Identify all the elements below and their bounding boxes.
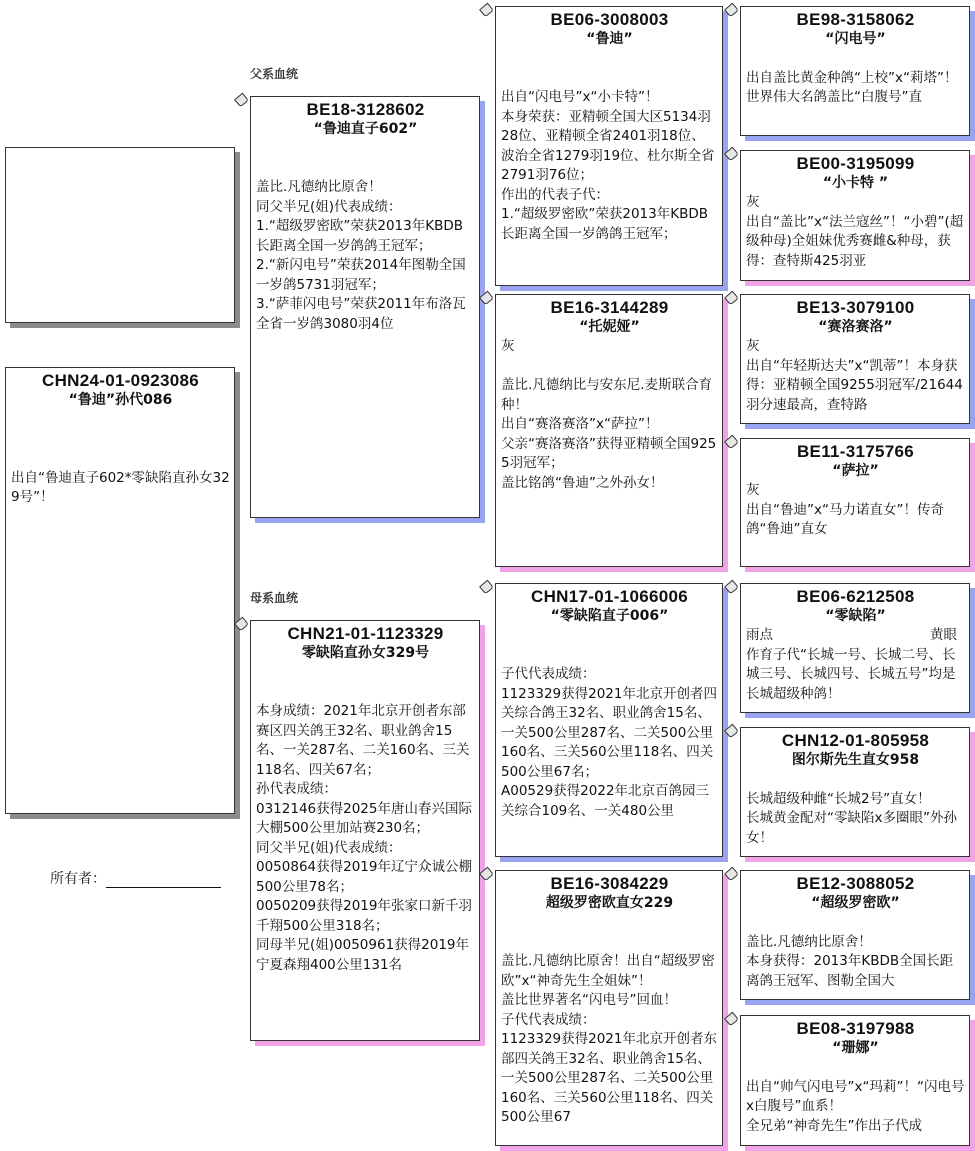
pigeon-name: “零缺陷直子006” [550,608,669,624]
pedigree-card-sss[interactable] [740,6,970,136]
ring-number: CHN21-01-1123329 [287,624,444,643]
paint-bucket-icon[interactable] [724,3,739,18]
pigeon-notes: 出自盖比黄金种鸽“上校”x“莉塔”！ 世界伟大名鸽盖比“白腹号”直 [746,69,958,105]
pigeon-notes: 出自“鲁迪直子602*零缺陷直孙女329号”！ [11,469,230,505]
paternal-line-label: 父系血统 [250,67,299,81]
maternal-line-label: 母系血统 [250,591,299,605]
paint-bucket-icon[interactable] [724,291,739,306]
pedigree-card-dss[interactable] [740,583,970,713]
paint-bucket-icon[interactable] [234,93,249,108]
pigeon-name: 超级罗密欧直女229 [545,895,674,911]
ring-number: BE00-3195099 [796,154,915,173]
pigeon-name: “闪电号” [825,31,886,47]
pigeon-notes: 出自“帅气闪电号”x“玛莉”！“闪电号x白腹号”血系！ 全兄弟“神奇先生”作出子代成 [746,1078,965,1134]
ring-number: BE06-6212508 [796,587,915,606]
pigeon-name: “超级罗密欧” [811,895,900,911]
feather-color: 雨点 [746,627,773,643]
pigeon-notes: 长城超级种雌“长城2号”直女！ 长城黄金配对“零缺陷x多圈眼”外孙女！ [746,790,957,846]
pigeon-notes: 灰 出自“盖比”x“法兰寇丝”！“小碧”(超级种母)全姐妹优秀赛雌&种母，获得：查特斯425羽亚 [746,194,964,269]
pedigree-card-sire-dam[interactable] [495,294,723,567]
paint-bucket-icon[interactable] [479,867,494,882]
pigeon-name: “珊娜” [832,1040,879,1056]
paint-bucket-icon[interactable] [724,147,739,162]
pedigree-card-sds[interactable] [740,294,970,424]
pigeon-name: 图尔斯先生直女958 [791,752,920,768]
ring-number: BE11-3175766 [796,442,915,461]
ring-number: BE08-3197988 [796,1019,915,1038]
pigeon-name: “零缺陷” [825,608,886,624]
pedigree-card-ddd[interactable] [740,1015,970,1146]
pedigree-card-sire-sire[interactable] [495,6,723,286]
paint-bucket-icon[interactable] [724,1012,739,1027]
pigeon-notes: 本身成绩：2021年北京开创者东部赛区四关鸽王32名、职业鸽舍15名、一关287名、二关160名、三关118名、四关67名； 孙代表成绩： 0312146获得2025年唐山春兴国际大棚500公里加站赛230名； 同父半兄(姐)代表成绩： 0050864获得2019年辽宁众诚公棚500公里78名； 0050209获得2019年张家口新千羽千翔500公里318名； 同母半兄(姐)0050961获得2019年宁夏森翔400公里131名 [256,703,472,973]
ring-number: CHN17-01-1066006 [531,587,688,606]
pedigree-card-dam-sire[interactable] [495,583,723,857]
owner-label: 所有者： [50,871,106,887]
ring-number: BE98-3158062 [796,10,915,29]
paint-bucket-icon[interactable] [724,724,739,739]
eye-color: 黄眼 [930,627,957,643]
pigeon-name: “托妮娅” [579,319,640,335]
pedigree-card-sire[interactable] [250,96,480,518]
photo-placeholder-box[interactable] [5,147,235,323]
paint-bucket-icon[interactable] [724,580,739,595]
ring-number: BE06-3008003 [550,10,669,29]
ring-number: BE12-3088052 [796,874,915,893]
ring-number: BE18-3128602 [306,100,425,119]
pigeon-notes: 作育子代“长城一号、长城二号、长城三号、长城四号、长城五号”均是长城超级种鸽！ [746,646,956,702]
ring-number: CHN12-01-805958 [781,731,930,750]
pigeon-name: 零缺陷直孙女329号 [301,645,430,661]
pigeon-name: “鲁迪直子602” [313,121,418,137]
pigeon-notes: 盖比.凡德纳比原舍！ 本身获得：2013年KBDB全国长距离鸽王冠军、图勒全国大 [746,933,954,989]
pigeon-name: “萨拉” [832,463,879,479]
pedigree-card-dam[interactable] [250,620,480,1041]
owner-field[interactable] [50,868,221,888]
pedigree-card-dam-dam[interactable] [495,870,723,1146]
ring-number: BE16-3144289 [550,298,669,317]
ring-number: CHN24-01-0923086 [42,371,199,390]
paint-bucket-icon[interactable] [479,291,494,306]
pigeon-notes: 灰 盖比.凡德纳比与安东尼.麦斯联合育种！ 出自“赛洛赛洛”x“萨拉”！ 父亲“赛洛赛洛”获得亚精顿全国9255羽冠军； 盖比铭鸽“鲁迪”之外孙女！ [501,338,717,491]
pigeon-notes: 盖比.凡德纳比原舍！出自“超级罗密欧”x“神奇先生全姐妹”！ 盖比世界著名“闪电号”回血！ 子代代表成绩： 1123329获得2021年北京开创者东部四关鸽王32名、职业鸽舍15名、一关500公里287名、二关500公里160名、三关560公里118名、四关500公里67 [501,953,717,1125]
ring-number: BE16-3084229 [550,874,669,893]
pigeon-name: “赛洛赛洛” [818,319,893,335]
pedigree-card-ssd[interactable] [740,150,970,281]
pigeon-notes: 盖比.凡德纳比原舍！ 同父半兄(姐)代表成绩： 1.“超级罗密欧”荣获2013年KBDB长距离全国一岁鸽鸽王冠军； 2.“新闪电号”荣获2014年图勒全国一岁鸽5731羽冠军； 3.“萨菲闪电号”荣获2011年布洛瓦全省一岁鸽3080羽4位 [256,179,466,332]
paint-bucket-icon[interactable] [234,617,249,632]
paint-bucket-icon[interactable] [724,435,739,450]
pedigree-card-dsd[interactable] [740,727,970,857]
pigeon-notes: 出自“闪电号”x“小卡特”！ 本身荣获：亚精顿全国大区5134羽28位、亚精顿全省2401羽18位、波治全省1279羽19位、杜尔斯全省2791羽76位； 作出的代表子代： 1.“超级罗密欧”荣获2013年KBDB长距离全国一岁鸽鸽王冠军； [501,89,715,242]
pigeon-name: “鲁迪” [586,31,633,47]
owner-blank-line[interactable] [106,871,221,888]
pigeon-notes: 灰 出自“年轻斯达夫”x“凯蒂”！本身获得：亚精顿全国9255羽冠军/21644羽分速最高，查特路 [746,338,963,413]
pigeon-notes: 子代代表成绩： 1123329获得2021年北京开创者四关综合鸽王32名、职业鸽舍15名、一关500公里287名、二关500公里160名、三关560公里118名、四关500公里67名； A00529获得2022年北京百鸽园三关综合109名、一关480公里 [501,666,717,819]
paint-bucket-icon[interactable] [724,867,739,882]
pedigree-card-subject[interactable] [5,367,235,814]
ring-number: BE13-3079100 [796,298,915,317]
paint-bucket-icon[interactable] [479,580,494,595]
pigeon-name: “鲁迪”孙代086 [68,392,173,408]
pedigree-card-dds[interactable] [740,870,970,1000]
pigeon-notes: 灰 出自“鲁迪”x“马力诺直女”！传奇鸽“鲁迪”直女 [746,482,944,537]
paint-bucket-icon[interactable] [479,3,494,18]
pedigree-card-sdd[interactable] [740,438,970,567]
pigeon-name: “小卡特 ” [822,175,889,191]
